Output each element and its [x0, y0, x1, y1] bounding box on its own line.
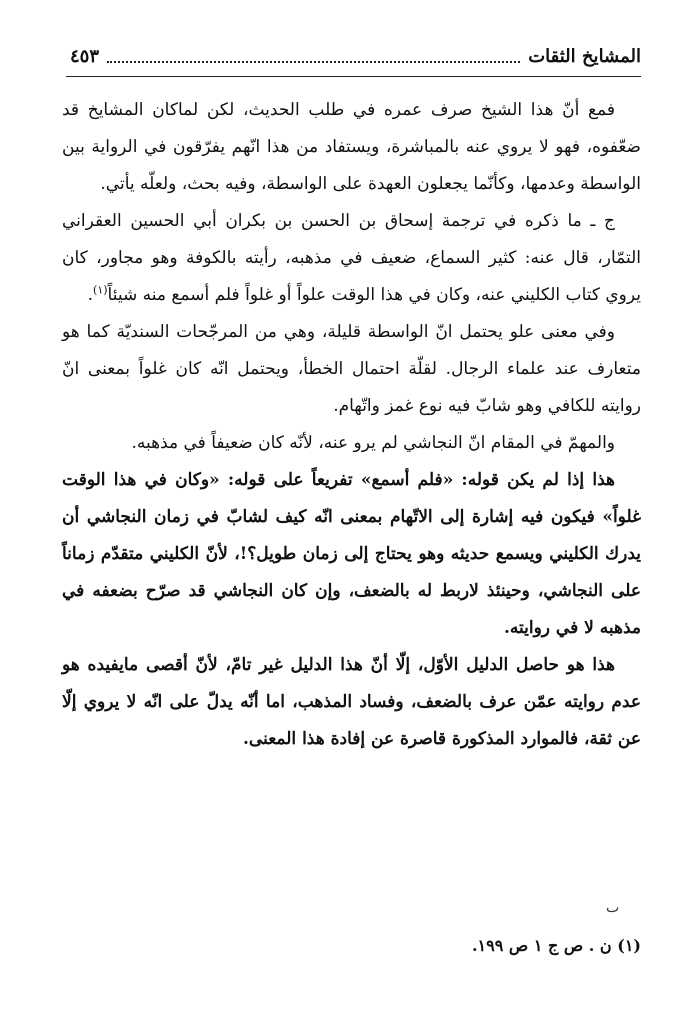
- stray-mark: ٮ: [606, 900, 620, 916]
- header-rule: [66, 76, 641, 77]
- main-text: [62, 92, 641, 758]
- header-dot-leader: [107, 61, 520, 63]
- footnote: (١) ن . ص ج ١ ص ١٩٩.: [471, 936, 641, 955]
- paragraph-2-text: ج ـ ما ذكره في ترجمة إسحاق بن الحسن بن بكران أبي الحسين العقراني التمّار، قال عنه: كثير السماع، ضعيف في مذهبه، رأيته بالكوفة وهو مجاور، كان يروي كتاب الكليني عنه، وكان في هذا الوقت علواً أو غلواً فلم أسمع منه شيئاً: [62, 211, 641, 305]
- paragraph-3: وفي معنى علو يحتمل انّ الواسطة قليلة، وهي من المرجّحات السنديّة كما هو متعارف عند علماء الرجال. لقلّة احتمال الخطأ، ويحتمل انّه كان غلواً بمعنى انّ روايته للكافي وهو شابّ فيه نوع غمز واتّهام.: [62, 322, 641, 416]
- paragraph-2: [62, 203, 641, 314]
- paragraph-2-end: .: [87, 285, 94, 305]
- footnote-reference[interactable]: (١): [93, 283, 108, 297]
- running-title: المشايخ الثقات: [528, 45, 641, 67]
- paragraph-5: هذا إذا لم يكن قوله: «فلم أسمع» تفريعاً على قوله: «وكان في هذا الوقت غلواً» فيكون فيه إشارة إلى الاتّهام بمعنى انّه كيف لشابّ في زمان النجاشي أن يدرك الكليني ويسمع حديثه وهو يحتاج إلى زمان طويل؟!، لأنّ الكليني متقدّم زماناً على النجاشي، وحينئذ لاربط له بالضعف، وإن كان النجاشي قد صرّح بضعفه في مذهبه لا في روايته.: [62, 470, 641, 638]
- page-number: ٤٥٣: [70, 45, 100, 67]
- paragraph-1: فمع أنّ هذا الشيخ صرف عمره في طلب الحديث، لكن لماكان المشايخ قد ضعّفوه، فهو لا يروي عنه بالمباشرة، ويستفاد من هذا انّهم يفرّقون في الرواية بين الواسطة وعدمها، وكأنّما يجعلون العهدة على الواسطة، وفيه بحث، ولعلّه يأتي.: [62, 100, 641, 194]
- paragraph-4: والمهمّ في المقام انّ النجاشي لم يرو عنه، لأنّه كان ضعيفاً في مذهبه.: [131, 433, 615, 453]
- page-header: [70, 38, 641, 74]
- paragraph-6: هذا هو حاصل الدليل الأوّل، إلّا أنّ هذا الدليل غير تامّ، لأنّ أقصى مايفيده هو عدم روايته عمّن عرف بالضعف، وفساد المذهب، اما أنّه يدلّ على انّه لا يروي إلّا عن ثقة، فالموارد المذكورة قاصرة عن إفادة هذا المعنى.: [62, 655, 641, 749]
